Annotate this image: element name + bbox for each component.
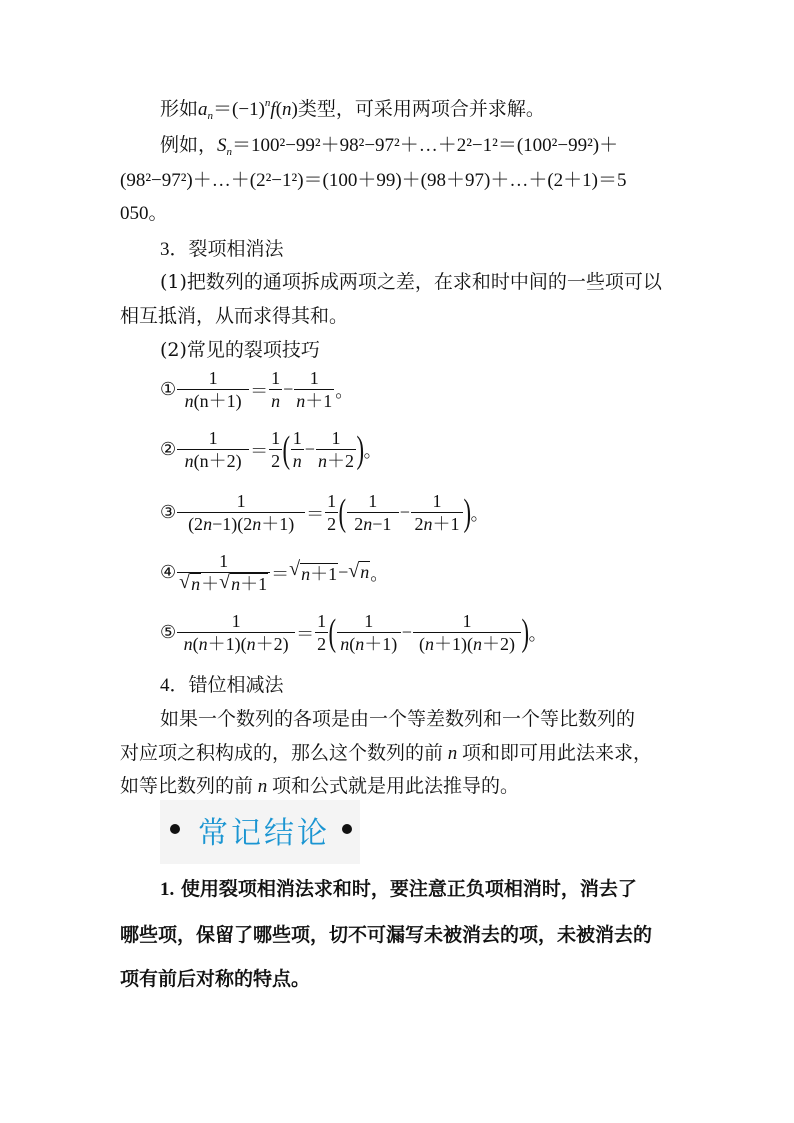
conclusion-line-2: 哪些项，保留了哪些项，切不可漏写未被消去的项，未被消去的 <box>120 924 653 946</box>
example-line-2: (98²−97²)＋…＋(2²−1²)＝(100＋99)＋(98＋97)＋…＋(2＋1)＝5 <box>120 170 627 191</box>
text: 类型，可采用两项合并求解。 <box>297 98 545 120</box>
formula-5: ⑤ $\frac{1}{n(n+1)(n+2)}$ ＝ $\frac{1}{2}$ ( $\frac{1}{n(n+1)}$ − $\frac{1}{(n+1)(n+2)}$ ) 。 <box>160 611 547 654</box>
section-3-heading <box>160 236 284 263</box>
point-1-line-2: 相互抵消，从而求得其和。 <box>120 305 349 327</box>
text: 项和公式就是用此法推导的。 <box>272 775 520 797</box>
text: 1. <box>160 879 175 900</box>
text: 形如 <box>160 98 199 120</box>
point-4-line-2: 对应项之积构成的，那么这个数列的前 n 项和即可用此法来求， <box>120 742 653 764</box>
circle-1: ① <box>160 379 177 400</box>
conclusion-banner <box>160 800 360 864</box>
text: 如等比数列的前 <box>120 775 254 797</box>
point-4-line-3: 如等比数列的前 n 项和公式就是用此法推导的。 <box>120 775 520 797</box>
text: 对应项之积构成的，那么这个数列的前 <box>120 742 444 764</box>
bullet-dot-icon <box>342 824 352 834</box>
text: 项和即可用此法来求， <box>462 742 653 764</box>
bullet-dot-icon <box>170 824 180 834</box>
circle-3: ③ <box>160 502 177 523</box>
text: 使用裂项相消法求和时，要注意正负项相消时，消去了 <box>180 878 637 900</box>
section-4-heading <box>160 672 284 699</box>
formula-1: ① $\frac{1}{n(n+1)}$ ＝ $\frac{1}{n}$ − $\frac{1}{n+1}$ 。 <box>160 368 354 411</box>
circle-5: ⑤ <box>160 622 177 643</box>
circle-2: ② <box>160 439 177 460</box>
text: 裂项相消法 <box>188 238 284 260</box>
conclusion-line-1 <box>160 876 637 903</box>
paragraph-pairing-method: 形如$a_n=(-1)^nf(n)$类型，可采用两项合并求解。 <box>160 97 545 122</box>
example-line-1: 例如，$S_n=100^2-99^2+98^2-97^2+\dots+2^2-1^2=(100^2-99^2)+$ <box>160 134 619 158</box>
point-2-heading: (2)常见的裂项技巧 <box>160 339 320 361</box>
point-1-line-1: (1)把数列的通项拆成两项之差，在求和时中间的一些项可以 <box>160 271 662 293</box>
banner-title: 常记结论 <box>198 816 330 851</box>
formula-2: ② $\frac{1}{n(n+2)}$ ＝ $\frac{1}{2}$ ( $\frac{1}{n}$ − $\frac{1}{n+2}$ ) 。 <box>160 428 382 471</box>
text: ＝100²−99²＋98²−97²＋…＋2²−1²＝(100²−99²)＋ <box>232 135 619 156</box>
text: 例如， <box>160 134 218 156</box>
conclusion-line-3: 项有前后对称的特点。 <box>120 968 311 990</box>
formula: (−1) <box>232 99 265 120</box>
text: 3． <box>160 239 189 260</box>
text: 4． <box>160 675 189 696</box>
circle-4: ④ <box>160 562 177 583</box>
formula-4: ④ 1 √ n＋ √ n＋1 ＝ √ n＋1 − √ n 。 <box>160 551 389 594</box>
formula-3: ③ $\frac{1}{(2n-1)(2n+1)}$ ＝ $\frac{1}{2}$ ( $\frac{1}{2n-1}$ − $\frac{1}{2n+1}$ ) 。 <box>160 491 489 534</box>
example-line-3: 050。 <box>120 203 168 224</box>
text: 错位相减法 <box>188 674 284 696</box>
point-4-line-1: 如果一个数列的各项是由一个等差数列和一个等比数列的 <box>160 708 636 730</box>
